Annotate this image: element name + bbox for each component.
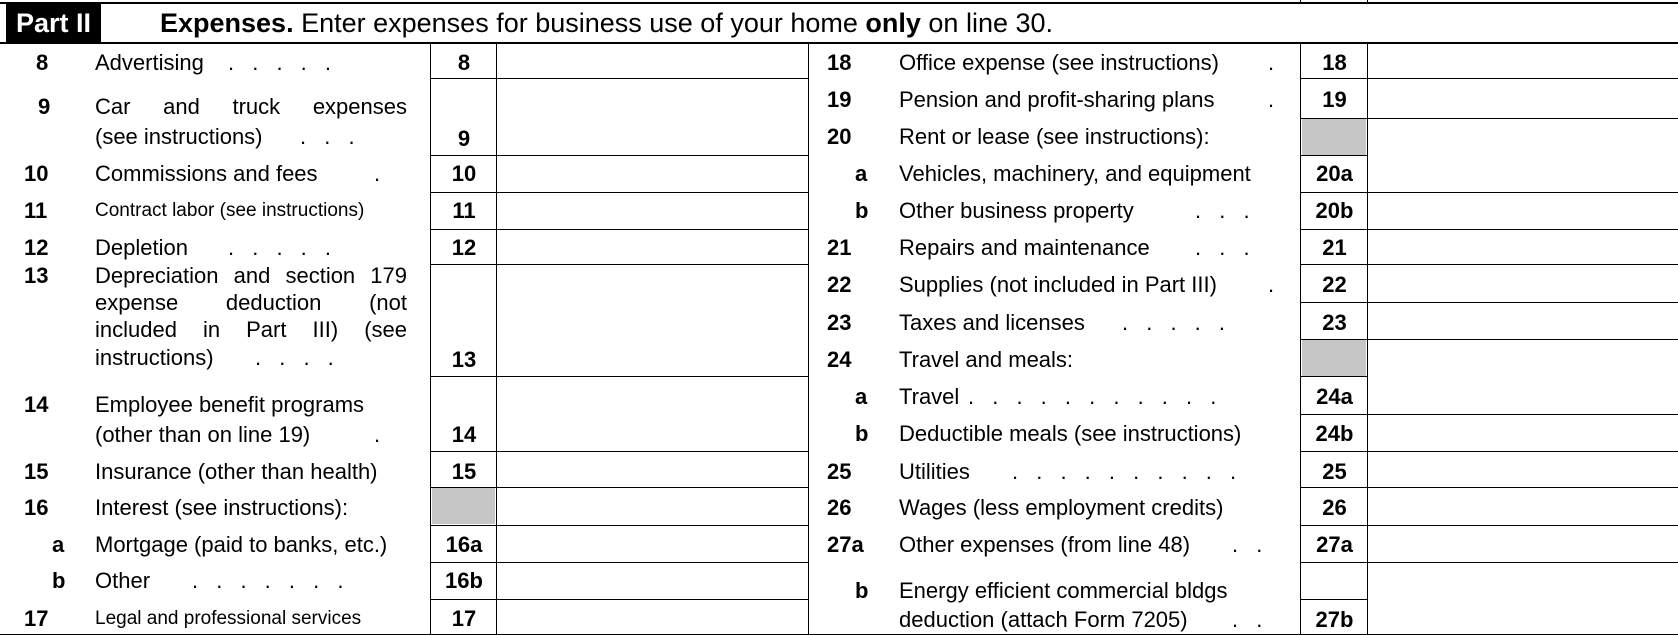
line-label: Other bbox=[95, 568, 151, 593]
line-label: Office expense (see instructions) bbox=[899, 50, 1219, 75]
line-label: Travel and meals: bbox=[899, 347, 1074, 372]
amount-field-16b[interactable] bbox=[499, 564, 809, 599]
leader-dots: . . bbox=[1232, 532, 1263, 557]
leader-dots: . . . . bbox=[255, 345, 334, 370]
line-letter: b bbox=[52, 568, 66, 593]
amount-field-16a[interactable] bbox=[499, 527, 809, 562]
amount-field-21[interactable] bbox=[1370, 231, 1678, 264]
line-number: 14 bbox=[24, 392, 49, 417]
line-box-number: 16a bbox=[445, 532, 483, 557]
leader-dots: . bbox=[374, 422, 381, 447]
title-text: Enter expenses for business use of your home bbox=[293, 8, 866, 38]
line-box-number: 24b bbox=[1315, 421, 1354, 446]
line-label: Interest (see instructions): bbox=[95, 495, 349, 520]
line-letter: a bbox=[855, 161, 868, 186]
line-label-cont: expense deduction (not bbox=[95, 290, 407, 315]
line-label: Pension and profit-sharing plans bbox=[899, 87, 1215, 112]
line-number: 21 bbox=[827, 235, 852, 260]
line-label: Other business property bbox=[899, 198, 1134, 223]
line-number: 9 bbox=[38, 94, 51, 119]
line-box-number: 20b bbox=[1315, 198, 1354, 223]
line-number: 20 bbox=[827, 124, 852, 149]
amount-field-25[interactable] bbox=[1370, 453, 1678, 487]
line-letter: a bbox=[855, 384, 868, 409]
line-number: 17 bbox=[24, 606, 49, 631]
line-label: Rent or lease (see instructions): bbox=[899, 124, 1210, 149]
line-number: 13 bbox=[24, 263, 49, 288]
line-number: 11 bbox=[24, 198, 48, 223]
line-label: Employee benefit programs bbox=[95, 392, 365, 417]
amount-field-9[interactable] bbox=[499, 80, 809, 155]
line-label-cont: (see instructions) bbox=[95, 124, 263, 149]
line-label: Car and truck expenses bbox=[95, 94, 407, 119]
line-box-number: 11 bbox=[452, 198, 476, 223]
line-box-number: 12 bbox=[451, 235, 477, 260]
amount-field-20b[interactable] bbox=[1370, 194, 1678, 229]
line-label: Supplies (not included in Part III) bbox=[899, 272, 1217, 297]
line-number: 12 bbox=[24, 235, 49, 260]
title-bold: Expenses. bbox=[160, 8, 294, 38]
leader-dots: . . . . . bbox=[228, 50, 332, 75]
amount-field-12[interactable] bbox=[499, 231, 809, 264]
line-label: Energy efficient commercial bldgs bbox=[899, 578, 1228, 603]
leader-dots: . . bbox=[1232, 607, 1263, 632]
line-label: Mortgage (paid to banks, etc.) bbox=[95, 532, 388, 557]
line-box-number: 13 bbox=[451, 347, 477, 372]
line-label: Insurance (other than health) bbox=[95, 459, 378, 484]
amount-field-17[interactable] bbox=[499, 601, 809, 634]
leader-dots: . bbox=[1268, 272, 1275, 297]
line-label: Contract labor (see instructions) bbox=[95, 200, 365, 221]
leader-dots: . bbox=[1268, 87, 1275, 112]
amount-field-18[interactable] bbox=[1370, 44, 1678, 78]
line-box-number: 17 bbox=[451, 606, 477, 631]
shaded-box-20 bbox=[1302, 119, 1366, 155]
amount-field-10[interactable] bbox=[499, 157, 809, 192]
line-box-number: 18 bbox=[1322, 50, 1347, 75]
part-badge: Part II bbox=[6, 4, 101, 42]
line-box-number: 15 bbox=[451, 459, 477, 484]
title-emph: only bbox=[865, 8, 921, 38]
line-number: 27a bbox=[827, 532, 864, 557]
line-box-number: 20a bbox=[1316, 161, 1353, 186]
leader-dots: . . . bbox=[300, 124, 355, 149]
amount-field-27b[interactable] bbox=[1370, 564, 1678, 634]
line-letter: b bbox=[855, 421, 869, 446]
line-label: Wages (less employment credits) bbox=[899, 495, 1224, 520]
line-label: Depletion bbox=[95, 235, 188, 260]
amount-field-20[interactable] bbox=[1370, 120, 1678, 192]
line-number: 25 bbox=[827, 459, 852, 484]
line-number: 10 bbox=[24, 161, 49, 186]
shaded-box-16 bbox=[432, 488, 495, 524]
part-title bbox=[160, 4, 1053, 42]
leader-dots: . . . . . . . bbox=[192, 568, 344, 593]
line-label: Commissions and fees bbox=[95, 161, 318, 186]
amount-field-14[interactable] bbox=[499, 378, 809, 451]
leader-dots: . . . . . bbox=[228, 235, 332, 260]
line-label: Depreciation and section 179 bbox=[95, 263, 407, 288]
line-box-number: 14 bbox=[451, 422, 477, 447]
amount-field-15[interactable] bbox=[499, 453, 809, 487]
line-label: Other expenses (from line 48) bbox=[899, 532, 1191, 557]
line-box-number: 16b bbox=[445, 568, 483, 593]
amount-field-24b[interactable] bbox=[1370, 416, 1678, 451]
amount-field-24[interactable] bbox=[1370, 341, 1678, 414]
line-number: 24 bbox=[827, 347, 852, 372]
line-box-number: 24a bbox=[1316, 384, 1353, 409]
amount-field-26[interactable] bbox=[1370, 489, 1678, 525]
line-box-number: 9 bbox=[457, 126, 471, 151]
line-box-number: 8 bbox=[457, 50, 471, 75]
amount-field-8[interactable] bbox=[499, 44, 809, 78]
amount-field-27a[interactable] bbox=[1370, 527, 1678, 562]
line-number: 19 bbox=[827, 87, 852, 112]
line-label-cont: deduction (attach Form 7205) bbox=[899, 607, 1188, 632]
line-label-cont: instructions) bbox=[95, 345, 214, 370]
line-label: Deductible meals (see instructions) bbox=[899, 421, 1242, 446]
line-number: 23 bbox=[827, 310, 852, 335]
title-tail: on line 30. bbox=[920, 8, 1054, 38]
leader-dots: . . . . . . . . . . . bbox=[968, 384, 1217, 409]
leader-dots: . . . bbox=[1195, 198, 1250, 223]
line-label: Repairs and maintenance bbox=[899, 235, 1150, 260]
line-box-number: 22 bbox=[1322, 272, 1347, 297]
leader-dots: . bbox=[1268, 50, 1275, 75]
line-label: Advertising bbox=[95, 50, 204, 75]
line-box-number: 26 bbox=[1322, 495, 1347, 520]
line-box-number: 27a bbox=[1316, 532, 1353, 557]
line-letter: b bbox=[855, 578, 869, 603]
line-box-number: 19 bbox=[1322, 87, 1347, 112]
line-number: 26 bbox=[827, 495, 852, 520]
amount-field-22[interactable] bbox=[1370, 266, 1678, 302]
amount-field-23[interactable] bbox=[1370, 304, 1678, 339]
line-label: Taxes and licenses bbox=[899, 310, 1085, 335]
line-number: 15 bbox=[24, 459, 49, 484]
leader-dots: . . . bbox=[1195, 235, 1250, 260]
line-label: Travel bbox=[899, 384, 960, 409]
line-number: 16 bbox=[24, 495, 49, 520]
amount-field-19[interactable] bbox=[1370, 80, 1678, 118]
line-box-number: 23 bbox=[1322, 310, 1347, 335]
line-box-number: 21 bbox=[1322, 235, 1347, 260]
line-box-number: 27b bbox=[1315, 607, 1354, 632]
amount-field-13[interactable] bbox=[499, 266, 809, 376]
amount-field-11[interactable] bbox=[499, 194, 809, 229]
leader-dots: . . . . . bbox=[1122, 310, 1226, 335]
line-number: 18 bbox=[827, 50, 852, 75]
line-label: Vehicles, machinery, and equipment bbox=[899, 161, 1251, 186]
line-number: 22 bbox=[827, 272, 852, 297]
line-label: Legal and professional services bbox=[95, 608, 362, 629]
line-box-number: 25 bbox=[1322, 459, 1347, 484]
line-label: Utilities bbox=[899, 459, 970, 484]
line-label-cont: included in Part III) (see bbox=[95, 317, 407, 342]
line-number: 8 bbox=[36, 50, 49, 75]
line-label-cont: (other than on line 19) bbox=[95, 422, 311, 447]
shaded-box-24 bbox=[1302, 340, 1366, 376]
leader-dots: . bbox=[374, 161, 381, 186]
line-box-number: 10 bbox=[451, 161, 477, 186]
line-letter: a bbox=[52, 532, 65, 557]
line-letter: b bbox=[855, 198, 869, 223]
leader-dots: . . . . . . . . . . bbox=[1012, 459, 1237, 484]
